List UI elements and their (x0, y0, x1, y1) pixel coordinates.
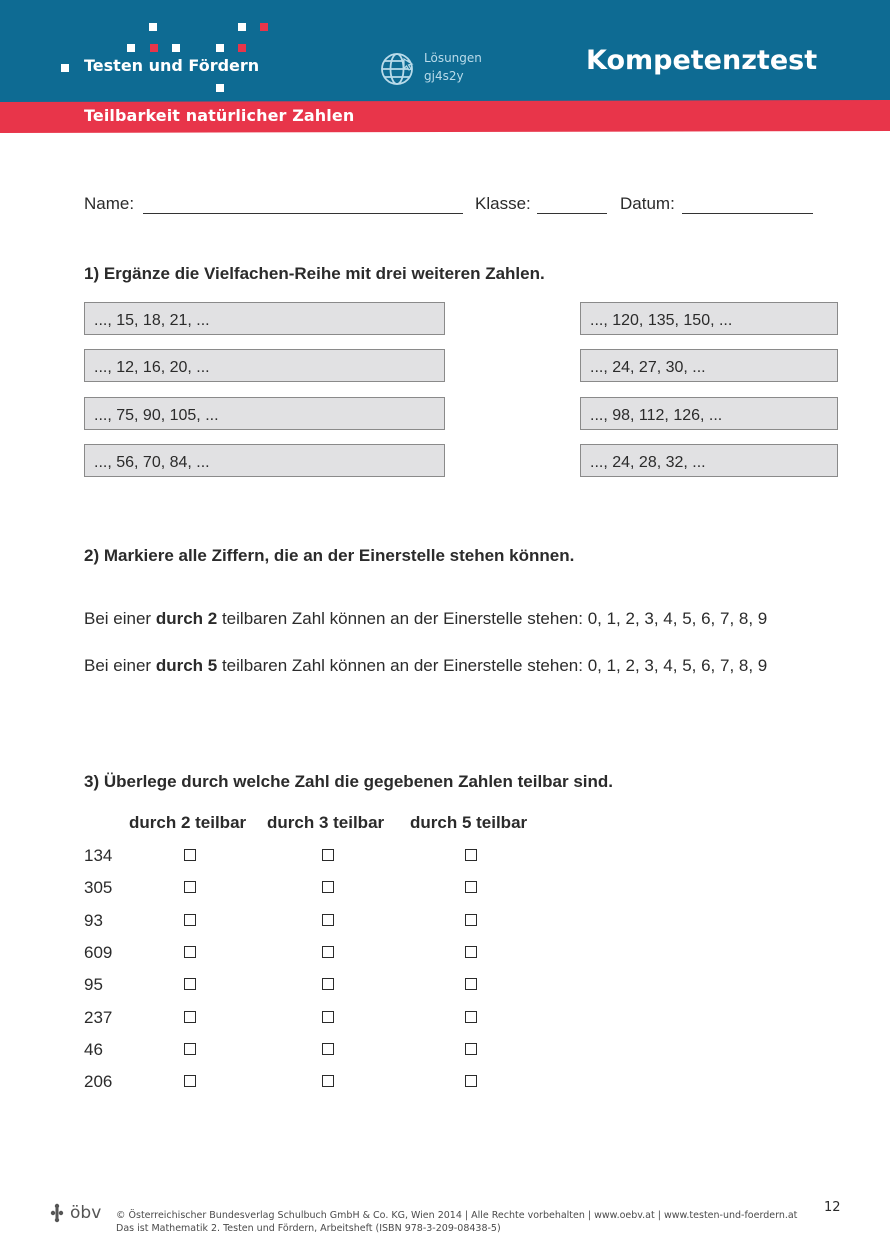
sentence-text[interactable]: teilbaren Zahl können an der Einerstelle stehen: 0, 1, 2, 3, 4, 5, 6, 7, 8, 9 (217, 609, 768, 628)
task3-title: 3) Überlege durch welche Zahl die gegebenen Zahlen teilbar sind. (84, 772, 614, 791)
globe-icon[interactable] (380, 51, 416, 87)
checkbox-div5[interactable] (465, 946, 477, 958)
name-label: Name: (84, 194, 135, 213)
table-number: 609 (84, 942, 113, 962)
logo-text: Testen und Fördern (84, 56, 260, 75)
isbn-line: Das ist Mathematik 2. Testen und Fördern, Arbeitsheft (ISBN 978-3-209-08438-5) (116, 1223, 501, 1234)
task1-title: 1) Ergänze die Vielfachen-Reihe mit drei weiteren Zahlen. (84, 264, 545, 283)
column-header-div2: durch 2 teilbar (129, 813, 247, 832)
sequence-box[interactable]: ..., 12, 16, 20, ... (84, 349, 445, 382)
task2-title: 2) Markiere alle Ziffern, die an der Einerstelle stehen können. (84, 546, 575, 565)
sentence-text: Bei einer (84, 609, 156, 628)
copyright-line: © Österreichischer Bundesverlag Schulbuch GmbH & Co. KG, Wien 2014 | Alle Rechte vorbehalten | www.oebv.at | www.testen-und-foerdern.at (116, 1210, 798, 1221)
sequence-box[interactable]: ..., 24, 28, 32, ... (580, 444, 838, 477)
table-number: 93 (84, 910, 103, 930)
sequence-box[interactable]: ..., 120, 135, 150, ... (580, 302, 838, 335)
obv-logo-icon (50, 1201, 110, 1223)
checkbox-div2[interactable] (184, 1075, 196, 1087)
checkbox-div3[interactable] (322, 914, 334, 926)
checkbox-div2[interactable] (184, 1043, 196, 1055)
solutions-code[interactable]: gj4s2y (424, 69, 464, 83)
checkbox-div5[interactable] (465, 1075, 477, 1087)
checkbox-div3[interactable] (322, 881, 334, 893)
divisible-by-2-sentence (84, 609, 767, 629)
obv-logo-text: öbv (70, 1203, 102, 1223)
page-number: 12 (824, 1200, 841, 1215)
checkbox-div3[interactable] (322, 1043, 334, 1055)
class-field[interactable] (537, 213, 607, 214)
class-label: Klasse: (475, 194, 531, 213)
column-header-div5: durch 5 teilbar (410, 813, 528, 832)
table-number: 237 (84, 1007, 113, 1027)
checkbox-div3[interactable] (322, 978, 334, 990)
logo-squares-icon (0, 0, 300, 100)
checkbox-div2[interactable] (184, 978, 196, 990)
sequence-box[interactable]: ..., 98, 112, 126, ... (580, 397, 838, 430)
checkbox-div3[interactable] (322, 946, 334, 958)
checkbox-div3[interactable] (322, 1011, 334, 1023)
checkbox-div3[interactable] (322, 1075, 334, 1087)
checkbox-div5[interactable] (465, 881, 477, 893)
sentence-text[interactable]: teilbaren Zahl können an der Einerstelle stehen: 0, 1, 2, 3, 4, 5, 6, 7, 8, 9 (217, 656, 768, 675)
checkbox-div5[interactable] (465, 1011, 477, 1023)
table-number: 206 (84, 1072, 113, 1092)
table-number: 95 (84, 975, 103, 995)
checkbox-div2[interactable] (184, 849, 196, 861)
sequence-box[interactable]: ..., 75, 90, 105, ... (84, 397, 445, 430)
column-header-div3: durch 3 teilbar (267, 813, 385, 832)
checkbox-div2[interactable] (184, 1011, 196, 1023)
page-title: Kompetenztest (586, 45, 818, 76)
checkbox-div5[interactable] (465, 978, 477, 990)
checkbox-div2[interactable] (184, 914, 196, 926)
divisible-by-5-sentence (84, 656, 767, 676)
date-field[interactable] (682, 213, 813, 214)
checkbox-div5[interactable] (465, 914, 477, 926)
checkbox-div5[interactable] (465, 849, 477, 861)
solutions-label[interactable]: Lösungen (424, 51, 482, 65)
checkbox-div2[interactable] (184, 946, 196, 958)
date-label: Datum: (620, 194, 675, 213)
table-number: 134 (84, 846, 113, 865)
sentence-text: Bei einer (84, 656, 156, 675)
sentence-bold: durch 2 (155, 609, 218, 628)
sequence-box[interactable]: ..., 24, 27, 30, ... (580, 349, 838, 382)
checkbox-div2[interactable] (184, 881, 196, 893)
sequence-box[interactable]: ..., 15, 18, 21, ... (84, 302, 445, 335)
checkbox-div5[interactable] (465, 1043, 477, 1055)
page-subtitle: Teilbarkeit natürlicher Zahlen (84, 106, 355, 125)
checkbox-div3[interactable] (322, 849, 334, 861)
name-field[interactable] (143, 213, 463, 214)
sentence-bold: durch 5 (155, 656, 218, 675)
table-number: 46 (84, 1039, 103, 1059)
sequence-box[interactable]: ..., 56, 70, 84, ... (84, 444, 445, 477)
table-number: 305 (84, 878, 113, 898)
